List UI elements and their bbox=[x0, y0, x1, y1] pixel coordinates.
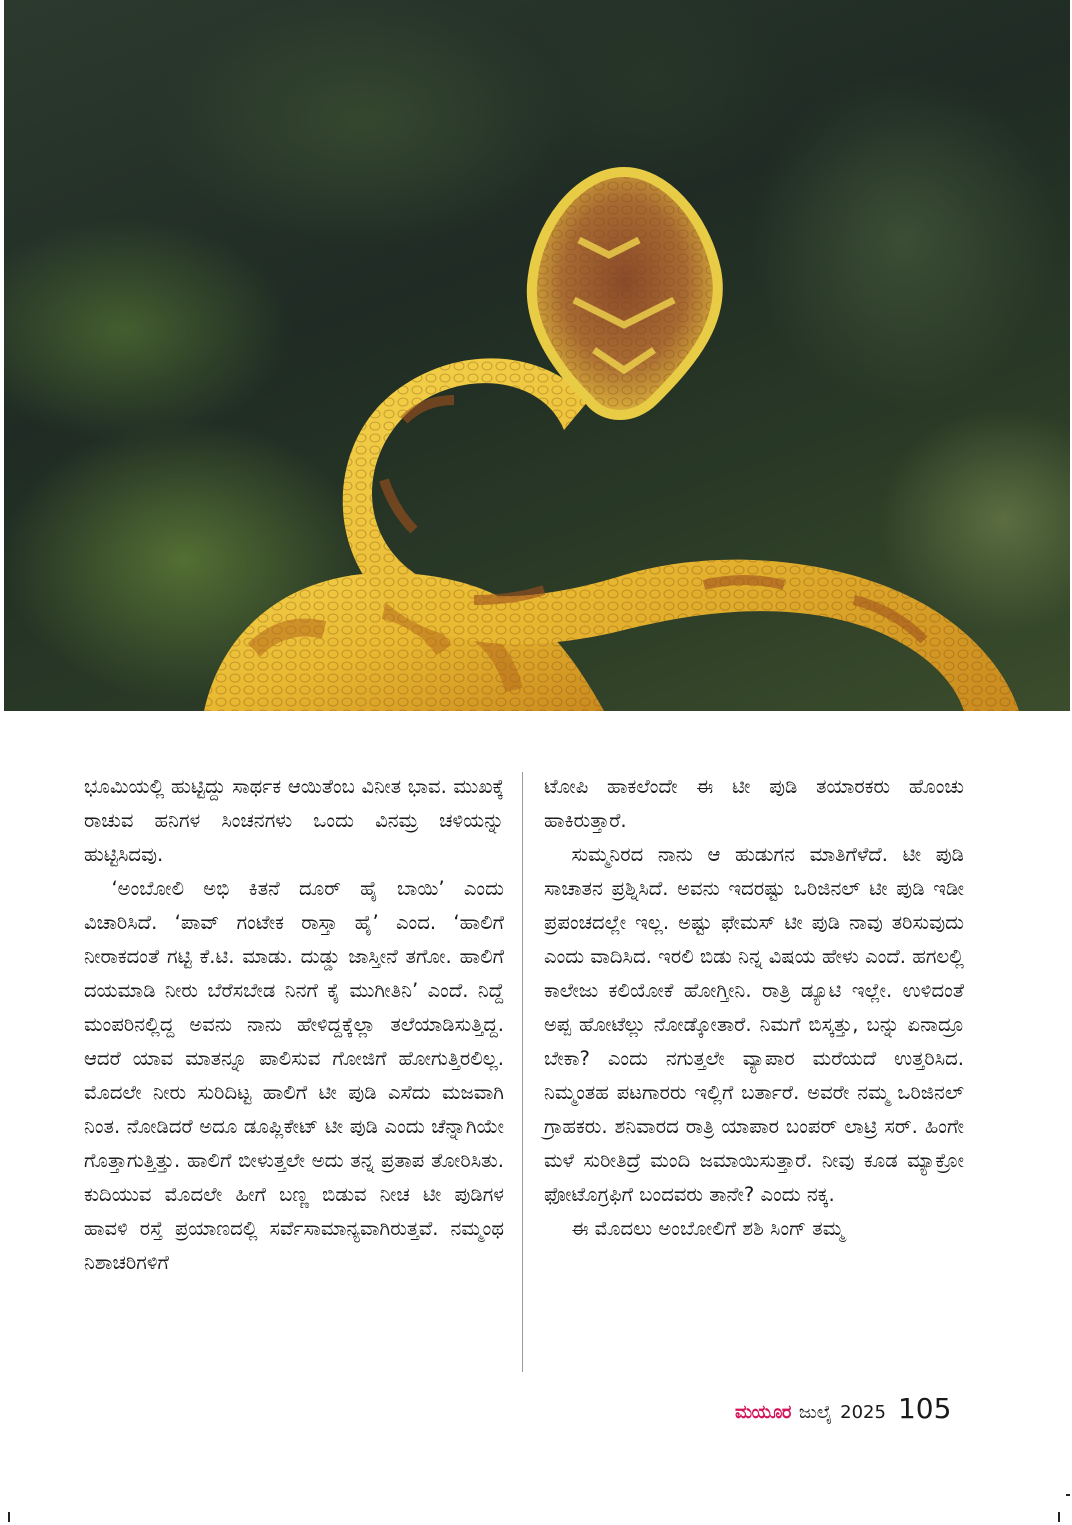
paragraph: ಸುಮ್ಮನಿರದ ನಾನು ಆ ಹುಡುಗನ ಮಾತಿಗೆಳೆದೆ. ಟೀ ಪುಡಿ ಸಾಚಾತನ ಪ್ರಶ್ನಿಸಿದೆ. ಅವನು ಇದರಷ್ಟು ಒರಿಜಿನಲ್ ಟೀ ಪುಡಿ ಇಡೀ ಪ್ರಪಂಚದಲ್ಲೇ ಇಲ್ಲ. ಅಷ್ಟು ಫೇಮಸ್ ಟೀ ಪುಡಿ ನಾವು ತರಿಸುವುದು ಎಂದು ವಾದಿಸಿದ. ಇರಲಿ ಬಿಡು ನಿನ್ನ ವಿಷಯ ಹೇಳು ಎಂದೆ. ಹಗಲಲ್ಲಿ ಕಾಲೇಜು ಕಲಿಯೋಕೆ ಹೋಗ್ತೀನಿ. ರಾತ್ರಿ ಡ್ಯೂಟಿ ಇಲ್ಲೇ. ಉಳಿದಂತೆ ಅಪ್ಪ ಹೋಟೆಲ್ಲು ನೋಡ್ಕೋತಾರೆ. ನಿಮಗೆ ಬಿಸ್ಕತ್ತು, ಬನ್ನು ಏನಾದ್ರೂ ಬೇಕಾ? ಎಂದು ನಗುತ್ತಲೇ ವ್ಯಾಪಾರ ಮರೆಯದೆ ಉತ್ತರಿಸಿದ. ನಿಮ್ಮಂತಹ ಪಟಗಾರರು ಇಲ್ಲಿಗೆ ಬರ್ತಾರೆ. ಅವರೇ ನಮ್ಮ ಒರಿಜಿನಲ್ ಗ್ರಾಹಕರು. ಶನಿವಾರದ ರಾತ್ರಿ ಯಾಪಾರ ಬಂಪರ್ ಲಾಟ್ರಿ ಸರ್. ಹಿಂಗೇ ಮಳೆ ಸುರೀತಿದ್ರೆ ಮಂದಿ ಜಮಾಯಿಸುತ್ತಾರೆ. ನೀವು ಕೂಡ ಮ್ಯಾಕ್ರೋ ಫೋಟೊಗ್ರಫಿಗೆ ಬಂದವರು ತಾನೇ? ಎಂದು ನಕ್ಕ. bbox=[544, 843, 964, 1206]
snake-photo bbox=[4, 0, 1070, 711]
crop-mark bbox=[1066, 1494, 1070, 1496]
paragraph: ಈ ಮೊದಲು ಅಂಬೋಲಿಗೆ ಶಶಿ ಸಿಂಗ್ ತಮ್ಮ bbox=[571, 1217, 844, 1240]
page-number: 105 bbox=[897, 1392, 952, 1425]
magazine-brand: ಮಯೂರ bbox=[735, 1402, 791, 1423]
snake-icon bbox=[4, 0, 1070, 711]
right-column bbox=[544, 770, 964, 1246]
left-column bbox=[84, 770, 504, 1280]
crop-mark bbox=[8, 1512, 10, 1522]
paragraph: ‘ಅಂಬೋಲಿ ಅಭಿ ಕಿತನೆ ದೂರ್ ಹೈ ಬಾಯಿ’ ಎಂದು ವಿಚಾರಿಸಿದೆ. ‘ಪಾವ್ ಗಂಟೇಕ ರಾಸ್ತಾ ಹೈ’ ಎಂದ. ‘ಹಾಲಿಗೆ ನೀರಾಕದಂತೆ ಗಟ್ಟಿ ಕೆ.ಟಿ. ಮಾಡು. ದುಡ್ಡು ಜಾಸ್ತೀನೆ ತಗೋ. ಹಾಲಿಗೆ ದಯಮಾಡಿ ನೀರು ಬೆರೆಸಬೇಡ ನಿನಗೆ ಕೈ ಮುಗೀತಿನಿ’ ಎಂದೆ. ನಿದ್ದೆ ಮಂಪರಿನಲ್ಲಿದ್ದ ಅವನು ನಾನು ಹೇಳಿದ್ದಕ್ಕೆಲ್ಲಾ ತಲೆಯಾಡಿಸುತ್ತಿದ್ದ. ಆದರೆ ಯಾವ ಮಾತನ್ನೂ ಪಾಲಿಸುವ ಗೋಜಿಗೆ ಹೋಗುತ್ತಿರಲಿಲ್ಲ. ಮೊದಲೇ ನೀರು ಸುರಿದಿಟ್ಟ ಹಾಲಿಗೆ ಟೀ ಪುಡಿ ಎಸೆದು ಮಜವಾಗಿ ನಿಂತ. ನೋಡಿದರೆ ಅದೂ ಡೂಪ್ಲಿಕೇಟ್ ಟೀ ಪುಡಿ ಎಂದು ಚೆನ್ನಾಗಿಯೇ ಗೊತ್ತಾಗುತ್ತಿತ್ತು. ಹಾಲಿಗೆ ಬೀಳುತ್ತಲೇ ಅದು ತನ್ನ ಪ್ರತಾಪ ತೋರಿಸಿತು. ಕುದಿಯುವ ಮೊದಲೇ ಹೀಗೆ ಬಣ್ಣ ಬಿಡುವ ನೀಚ ಟೀ ಪುಡಿಗಳ ಹಾವಳಿ ರಸ್ತೆ ಪ್ರಯಾಣದಲ್ಲಿ ಸರ್ವೆಸಾಮಾನ್ಯವಾಗಿರುತ್ತವೆ. ನಮ್ಮಂಥ ನಿಶಾಚರಿಗಳಿಗೆ bbox=[84, 877, 504, 1274]
paragraph: ಭೂಮಿಯಲ್ಲಿ ಹುಟ್ಟಿದ್ದು ಸಾರ್ಥಕ ಆಯಿತೆಂಬ ವಿನೀತ ಭಾವ. ಮುಖಕ್ಕೆ ರಾಚುವ ಹನಿಗಳ ಸಿಂಚನಗಳು ಒಂದು ವಿನಮ್ರ ಚಳಿಯನ್ನು ಹುಟ್ಟಿಸಿದವು. bbox=[84, 775, 504, 866]
issue-month: ಜುಲೈ bbox=[798, 1402, 833, 1423]
page-footer bbox=[735, 1392, 951, 1428]
crop-mark bbox=[1058, 1512, 1060, 1522]
column-divider bbox=[522, 772, 523, 1372]
issue-year: 2025 bbox=[840, 1402, 886, 1423]
paragraph: ಟೋಪಿ ಹಾಕಲೆಂದೇ ಈ ಟೀ ಪುಡಿ ತಯಾರಕರು ಹೊಂಚು ಹಾಕಿರುತ್ತಾರೆ. bbox=[544, 775, 964, 832]
